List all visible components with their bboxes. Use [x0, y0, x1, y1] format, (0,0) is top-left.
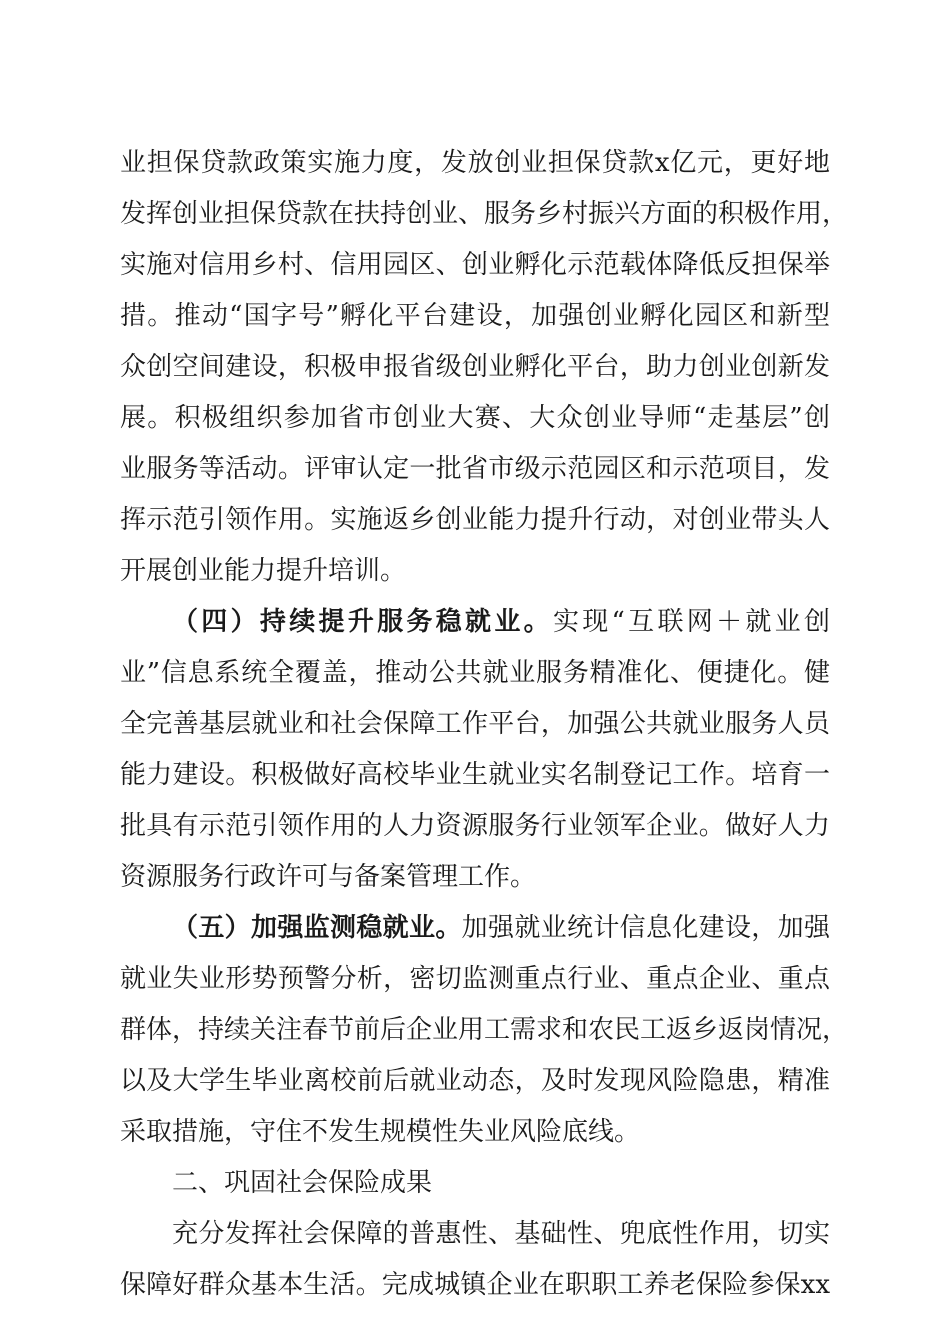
paragraph-line: 实施对信用乡村、信用园区、创业孵化示范载体降低反担保举	[120, 250, 830, 280]
paragraph-line: 保障好群众基本生活。完成城镇企业在职职工养老保险参保xx	[120, 1270, 830, 1300]
section-5-lead: （五）加强监测稳就业。	[172, 913, 462, 943]
section-5-first-line	[172, 902, 830, 954]
paragraph-line: 批具有示范引领作用的人力资源服务行业领军企业。做好人力	[120, 811, 830, 841]
paragraph-line: 措。推动“国字号”孵化平台建设，加强创业孵化园区和新型	[120, 301, 830, 331]
paragraph-line: 能力建设。积极做好高校毕业生就业实名制登记工作。培育一	[120, 760, 830, 790]
paragraph-line: 群体，持续关注春节前后企业用工需求和农民工返乡返岗情况，	[120, 1015, 849, 1045]
paragraph-line: 采取措施，守住不发生规模性失业风险底线。	[120, 1117, 641, 1147]
paragraph-line: 就业失业形势预警分析，密切监测重点行业、重点企业、重点	[120, 964, 830, 994]
paragraph-line: 全完善基层就业和社会保障工作平台，加强公共就业服务人员	[120, 709, 830, 739]
paragraph-line: 挥示范引领作用。实施返乡创业能力提升行动，对创业带头人	[120, 505, 830, 535]
paragraph-line: 充分发挥社会保障的普惠性、基础性、兜底性作用，切实	[172, 1219, 830, 1249]
paragraph-line: 展。积极组织参加省市创业大赛、大众创业导师“走基层”创	[120, 403, 830, 433]
paragraph-line: 众创空间建设，积极申报省级创业孵化平台，助力创业创新发	[120, 352, 830, 382]
section-4-first-line	[172, 596, 830, 648]
paragraph-line: 业服务等活动。评审认定一批省市级示范园区和示范项目，发	[120, 454, 830, 484]
paragraph-line: 开展创业能力提升培训。	[120, 556, 407, 586]
paragraph-line: 业担保贷款政策实施力度，发放创业担保贷款x亿元，更好地	[120, 148, 830, 178]
paragraph-line: 资源服务行政许可与备案管理工作。	[120, 862, 537, 892]
section-4-first-text: 实现“互联网＋就业创	[552, 607, 830, 637]
section-5-first-text: 加强就业统计信息化建设，加强	[461, 913, 830, 943]
paragraph-line: 业”信息系统全覆盖，推动公共就业服务精准化、便捷化。健	[120, 658, 830, 688]
paragraph-line: 发挥创业担保贷款在扶持创业、服务乡村振兴方面的积极作用，	[120, 199, 849, 229]
paragraph-line: 以及大学生毕业离校前后就业动态，及时发现风险隐患，精准	[120, 1066, 830, 1096]
section-heading: 二、巩固社会保险成果	[172, 1168, 433, 1198]
section-4-lead: （四）持续提升服务稳就业。	[172, 607, 553, 637]
